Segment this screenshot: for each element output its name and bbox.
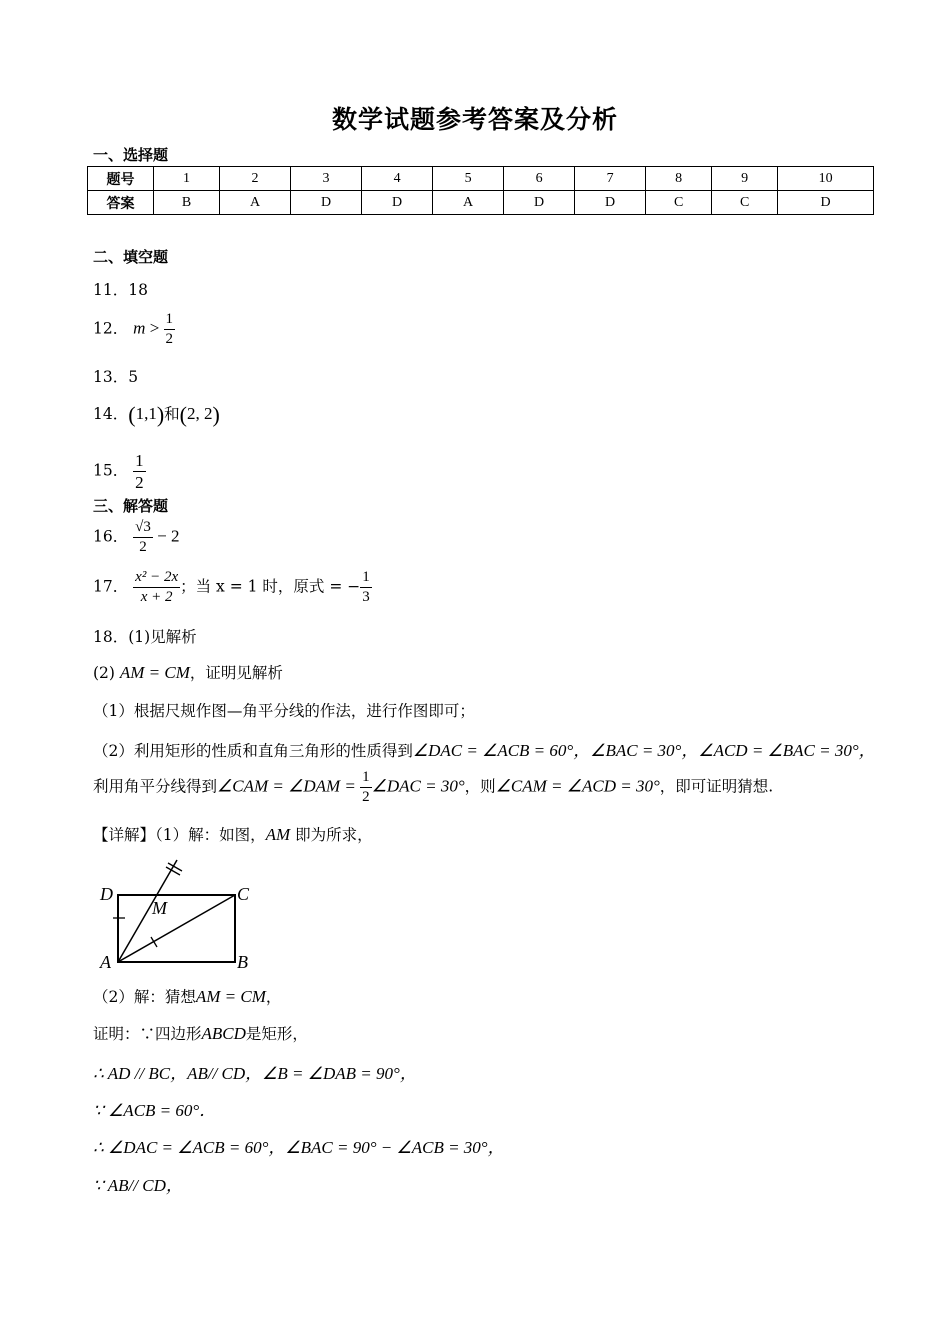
text: （2）利用矩形的性质和直角三角形的性质得到 [93, 742, 413, 760]
text: ，即可证明猜想. [659, 777, 774, 796]
question-number: 11． [93, 281, 129, 299]
table-row-numbers [88, 167, 874, 191]
text: 是矩形， [245, 1025, 308, 1043]
detail-line [93, 823, 373, 845]
math: ∠DAC = ∠ACB = 60° [412, 741, 574, 760]
question-number: 17． [93, 577, 129, 596]
fraction-numerator: 1 [135, 451, 144, 470]
fraction-denominator: 2 [135, 473, 144, 492]
expression-tail: − 2 [152, 526, 180, 546]
label-d: D [100, 884, 113, 904]
table-cell-number: 1 [154, 167, 220, 191]
question-number: 12． [93, 319, 129, 338]
proof-line-4 [93, 1133, 505, 1158]
label-c: C [237, 884, 250, 904]
math: ∵ ∠ACB = 60°． [93, 1101, 217, 1120]
proof-line-2 [93, 1059, 417, 1084]
math: ，∠BAC = 30°，∠ACD = ∠BAC = 30°， [573, 741, 876, 760]
table-cell-answer: C [712, 191, 778, 215]
table-cell-number: 2 [220, 167, 291, 191]
variable-m: m [133, 318, 146, 338]
analysis-3 [93, 770, 773, 805]
point-1: 1,1 [135, 404, 157, 423]
table-cell-number: 10 [778, 167, 874, 191]
fraction-numerator: x² − 2x [135, 569, 179, 585]
math: ∴ ∠DAC = ∠ACB = 60°，∠BAC = 90° − ∠ACB = 30°， [93, 1138, 505, 1157]
fraction-numerator: 1 [362, 769, 370, 785]
question-number: 15． [93, 461, 129, 480]
fraction [360, 770, 372, 805]
point-2: 2, 2 [186, 404, 213, 423]
proof-line-1 [93, 1022, 308, 1044]
fraction [133, 520, 153, 555]
math: ABCD [201, 1024, 246, 1043]
section-heading-fill: 二、填空题 [93, 248, 169, 266]
condition-text: ；当 x = 1 时，原式 = − [180, 577, 361, 596]
table-cell-number: 9 [712, 167, 778, 191]
answer-14: 14．(1,1)和(2, 2) [93, 402, 220, 427]
table-cell-number: 3 [291, 167, 362, 191]
fraction-denominator: x + 2 [133, 587, 180, 605]
text: 即为所求， [290, 826, 373, 844]
table-row-answers [88, 191, 874, 215]
answer-12 [93, 312, 175, 347]
table-header-answer: 答案 [88, 191, 154, 215]
fraction-denominator: 2 [165, 331, 174, 347]
table-cell-answer: A [433, 191, 504, 215]
text: 利用角平分线得到 [93, 777, 218, 796]
fraction [133, 452, 146, 491]
text: ，证明见解析 [189, 664, 283, 682]
label-a: A [100, 952, 111, 972]
fraction-numerator: 1 [362, 569, 370, 585]
rectangle-figure [95, 855, 265, 975]
result-fraction [360, 570, 372, 605]
table-cell-number: 4 [362, 167, 433, 191]
table-cell-answer: C [646, 191, 712, 215]
analysis-2 [93, 736, 876, 761]
math: AM [265, 825, 291, 844]
question-number: 14． [93, 405, 129, 423]
bisector-am [118, 860, 177, 962]
operator: > [145, 318, 164, 338]
text: 证明：∵四边形 [93, 1025, 202, 1043]
math: AM = CM [195, 987, 266, 1006]
text: 【详解】（1）解：如图， [93, 826, 266, 844]
proof-line-5 [93, 1171, 183, 1196]
section-heading-solve: 三、解答题 [93, 497, 169, 515]
text: ，则 [464, 777, 496, 796]
answer-18-line2 [93, 661, 283, 683]
answer-value: 5 [128, 368, 139, 386]
table-cell-answer: B [154, 191, 220, 215]
answer-13 [93, 365, 138, 387]
table-cell-answer: D [778, 191, 874, 215]
math: ∠CAM = ∠DAM = [217, 776, 361, 796]
question-number: 13． [93, 368, 129, 386]
table-cell-answer: D [575, 191, 646, 215]
table-cell-number: 6 [504, 167, 575, 191]
math: ∴ AD // BC，AB// CD，∠B = ∠DAB = 90°， [93, 1064, 417, 1083]
math: ∠DAC = 30° [371, 776, 465, 796]
table-cell-number: 5 [433, 167, 504, 191]
conjunction: 和 [164, 405, 180, 423]
label-b: B [237, 952, 248, 972]
fraction [133, 570, 180, 605]
answer-value: 18 [128, 281, 148, 299]
table-cell-answer: D [504, 191, 575, 215]
fraction-numerator: √3 [135, 519, 151, 535]
answer-18-line1: 18．(1)见解析 [93, 628, 197, 646]
answer-16 [93, 520, 180, 555]
proof-line-3 [93, 1096, 216, 1121]
math: AM = CM [119, 663, 190, 682]
answer-table [87, 166, 874, 215]
text: （2）解：猜想 [93, 988, 196, 1006]
math: ∠CAM = ∠ACD = 30° [495, 776, 660, 796]
fraction-denominator: 2 [133, 537, 153, 555]
table-cell-number: 8 [646, 167, 712, 191]
answer-11 [93, 278, 148, 300]
table-cell-answer: D [291, 191, 362, 215]
part2-line [93, 985, 281, 1007]
fraction [164, 312, 176, 347]
text: ， [265, 988, 282, 1006]
section-heading-choice: 一、选择题 [93, 146, 169, 164]
analysis-1: （1）根据尺规作图—角平分线的作法，进行作图即可； [93, 702, 475, 720]
fraction-numerator: 1 [165, 311, 174, 327]
answer-17 [93, 570, 372, 605]
label-m: M [152, 898, 167, 918]
fraction-denominator: 2 [362, 789, 370, 805]
diagonal-ac [118, 895, 235, 962]
table-cell-number: 7 [575, 167, 646, 191]
table-header-number: 题号 [88, 167, 154, 191]
fraction-denominator: 3 [362, 589, 370, 605]
answer-15 [93, 452, 146, 491]
table-cell-answer: A [220, 191, 291, 215]
text: (2) [93, 664, 120, 682]
table-cell-answer: D [362, 191, 433, 215]
question-number: 16． [93, 527, 129, 546]
page-title: 数学试题参考答案及分析 [331, 105, 618, 134]
math: ∵ AB// CD， [93, 1176, 183, 1195]
